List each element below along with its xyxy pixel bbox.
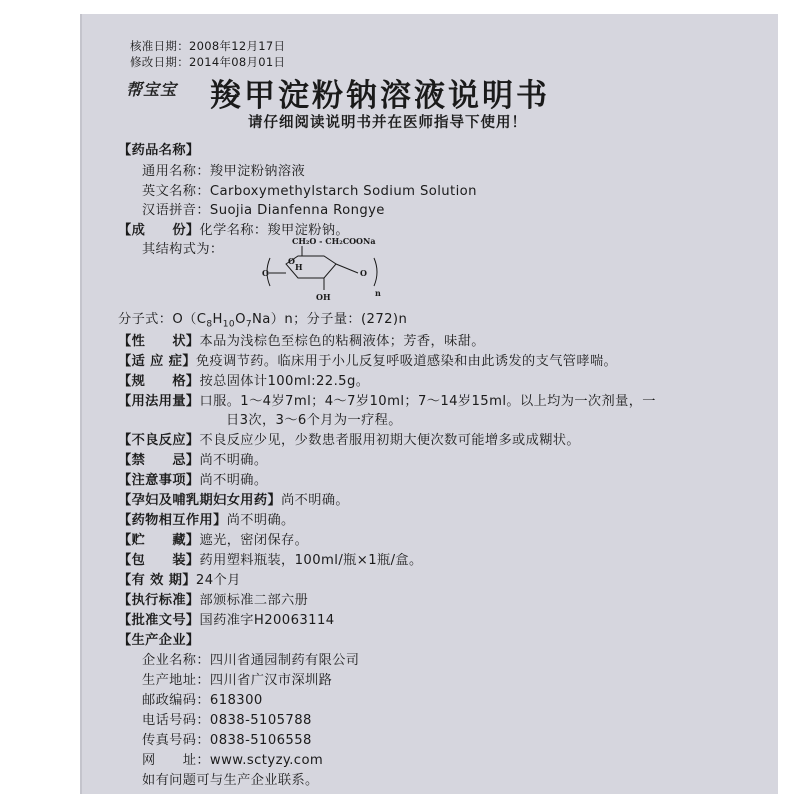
section-heading: 【有 效 期】: [118, 573, 196, 588]
formula-oh: OH: [316, 292, 331, 302]
composition-heading: 【成 份】: [118, 223, 200, 238]
section-text: 国药准字H20063114: [199, 613, 335, 628]
section-text: 免疫调节药。临床用于小儿反复呼吸道感染和由此诱发的支气管哮喘。: [195, 354, 618, 369]
approval-date: 核准日期：2008年12月17日: [130, 39, 286, 53]
section-text: 药用塑料瓶装，100ml/瓶×1瓶/盒。: [199, 553, 423, 568]
structural-formula: [262, 234, 382, 306]
date-block: [130, 38, 285, 70]
company-fax: 传真号码：0838-5106558: [142, 733, 312, 748]
section-row: [118, 449, 267, 468]
formula-c-count: 8: [206, 319, 213, 330]
section-heading: 【禁 忌】: [118, 453, 200, 468]
section-heading: 【规 格】: [118, 374, 200, 389]
page-title: 羧甲淀粉钠溶液说明书: [210, 78, 550, 114]
section-text: 日3次，3～6个月为一疗程。: [226, 413, 402, 428]
company-address: 生产地址：四川省广汉市深圳路: [142, 673, 333, 688]
formula-subscript-n: n: [375, 288, 381, 298]
section-heading: 【性 状】: [118, 334, 200, 349]
section-row: [118, 370, 369, 389]
section-heading: 【执行标准】: [118, 593, 200, 608]
section-text: 部颁标准二部六册: [199, 593, 309, 608]
section-heading: 【孕妇及哺乳期妇女用药】: [118, 493, 282, 508]
section-heading: 【用法用量】: [118, 394, 200, 409]
section-row: [118, 489, 349, 508]
revision-date: 修改日期：2014年08月01日: [130, 55, 286, 69]
section-heading: 【适 应 症】: [118, 354, 196, 369]
section-text: 按总固体计100ml:22.5g。: [199, 374, 370, 389]
section-text: 尚不明确。: [281, 493, 349, 508]
english-name: 英文名称：Carboxymethylstarch Sodium Solution: [142, 184, 477, 199]
pinyin-name: 汉语拼音：Suojia Dianfenna Rongye: [142, 203, 385, 218]
section-text: 尚不明确。: [199, 453, 268, 468]
section-row: [118, 569, 241, 588]
company-website: 网 址：www.sctyzy.com: [142, 753, 324, 768]
formula-h-count: 10: [222, 319, 236, 330]
section-heading: 【药物相互作用】: [118, 513, 227, 528]
section-text: 不良反应少见，少数患者服用初期大便次数可能增多或成糊状。: [199, 433, 580, 448]
section-row: [118, 609, 335, 628]
section-text: 遮光，密闭保存。: [199, 533, 309, 548]
section-row: [118, 429, 580, 448]
section-heading: 【包 装】: [118, 553, 200, 568]
section-text: 尚不明确。: [199, 473, 268, 488]
usage-notice: 请仔细阅读说明书并在医师指导下使用！: [248, 115, 527, 131]
section-text: 尚不明确。: [226, 513, 295, 528]
formula-h: H: [212, 312, 223, 327]
formula-o: O: [235, 312, 246, 327]
section-row: [118, 469, 267, 488]
section-row: [118, 589, 308, 608]
structural-formula-drawing: [262, 234, 382, 306]
brand-logo: 帮宝宝: [126, 80, 178, 99]
formula-prefix: 分子式：O（C: [118, 312, 207, 327]
formula-left-o: O: [262, 268, 269, 278]
structure-label: 其结构式为：: [142, 242, 224, 257]
section-row-continued: [226, 409, 402, 428]
molecular-formula: [118, 308, 407, 330]
section-row: [118, 549, 423, 568]
formula-o-count: 7: [245, 319, 252, 330]
section-row: [118, 330, 485, 349]
section-heading: 【贮 藏】: [118, 533, 200, 548]
section-heading: 【不良反应】: [118, 433, 200, 448]
section-row: [118, 350, 617, 369]
section-heading: 【注意事项】: [118, 473, 200, 488]
formula-ring-o: O: [288, 256, 295, 266]
generic-name: 通用名称：羧甲淀粉钠溶液: [142, 164, 306, 179]
formula-group-top: CH₂O - CH₂COONa: [292, 236, 376, 246]
section-text: 本品为浅棕色至棕色的粘稠液体；芳香，味甜。: [199, 334, 485, 349]
drug-name-heading: 【药品名称】: [118, 143, 200, 158]
section-row: [118, 529, 308, 548]
contact-note: 如有问题可与生产企业联系。: [142, 773, 319, 788]
section-text: 口服。1～4岁7ml；4～7岁10ml；7～14岁15ml。以上均为一次剂量，一: [199, 394, 656, 409]
company-postcode: 邮政编码：618300: [142, 693, 263, 708]
section-text: 24个月: [195, 573, 241, 588]
section-row: [118, 629, 200, 648]
section-row: [118, 390, 656, 409]
section-heading: 【生产企业】: [118, 633, 200, 648]
section-heading: 【批准文号】: [118, 613, 200, 628]
formula-right-o: O: [360, 268, 367, 278]
section-row: [118, 509, 295, 528]
formula-suffix: Na）n；分子量：(272)n: [251, 312, 408, 327]
formula-ring-h: H: [295, 262, 303, 272]
company-phone: 电话号码：0838-5105788: [142, 713, 312, 728]
chemical-name: 化学名称：羧甲淀粉钠。: [199, 223, 349, 238]
company-name: 企业名称：四川省通园制药有限公司: [142, 653, 360, 668]
